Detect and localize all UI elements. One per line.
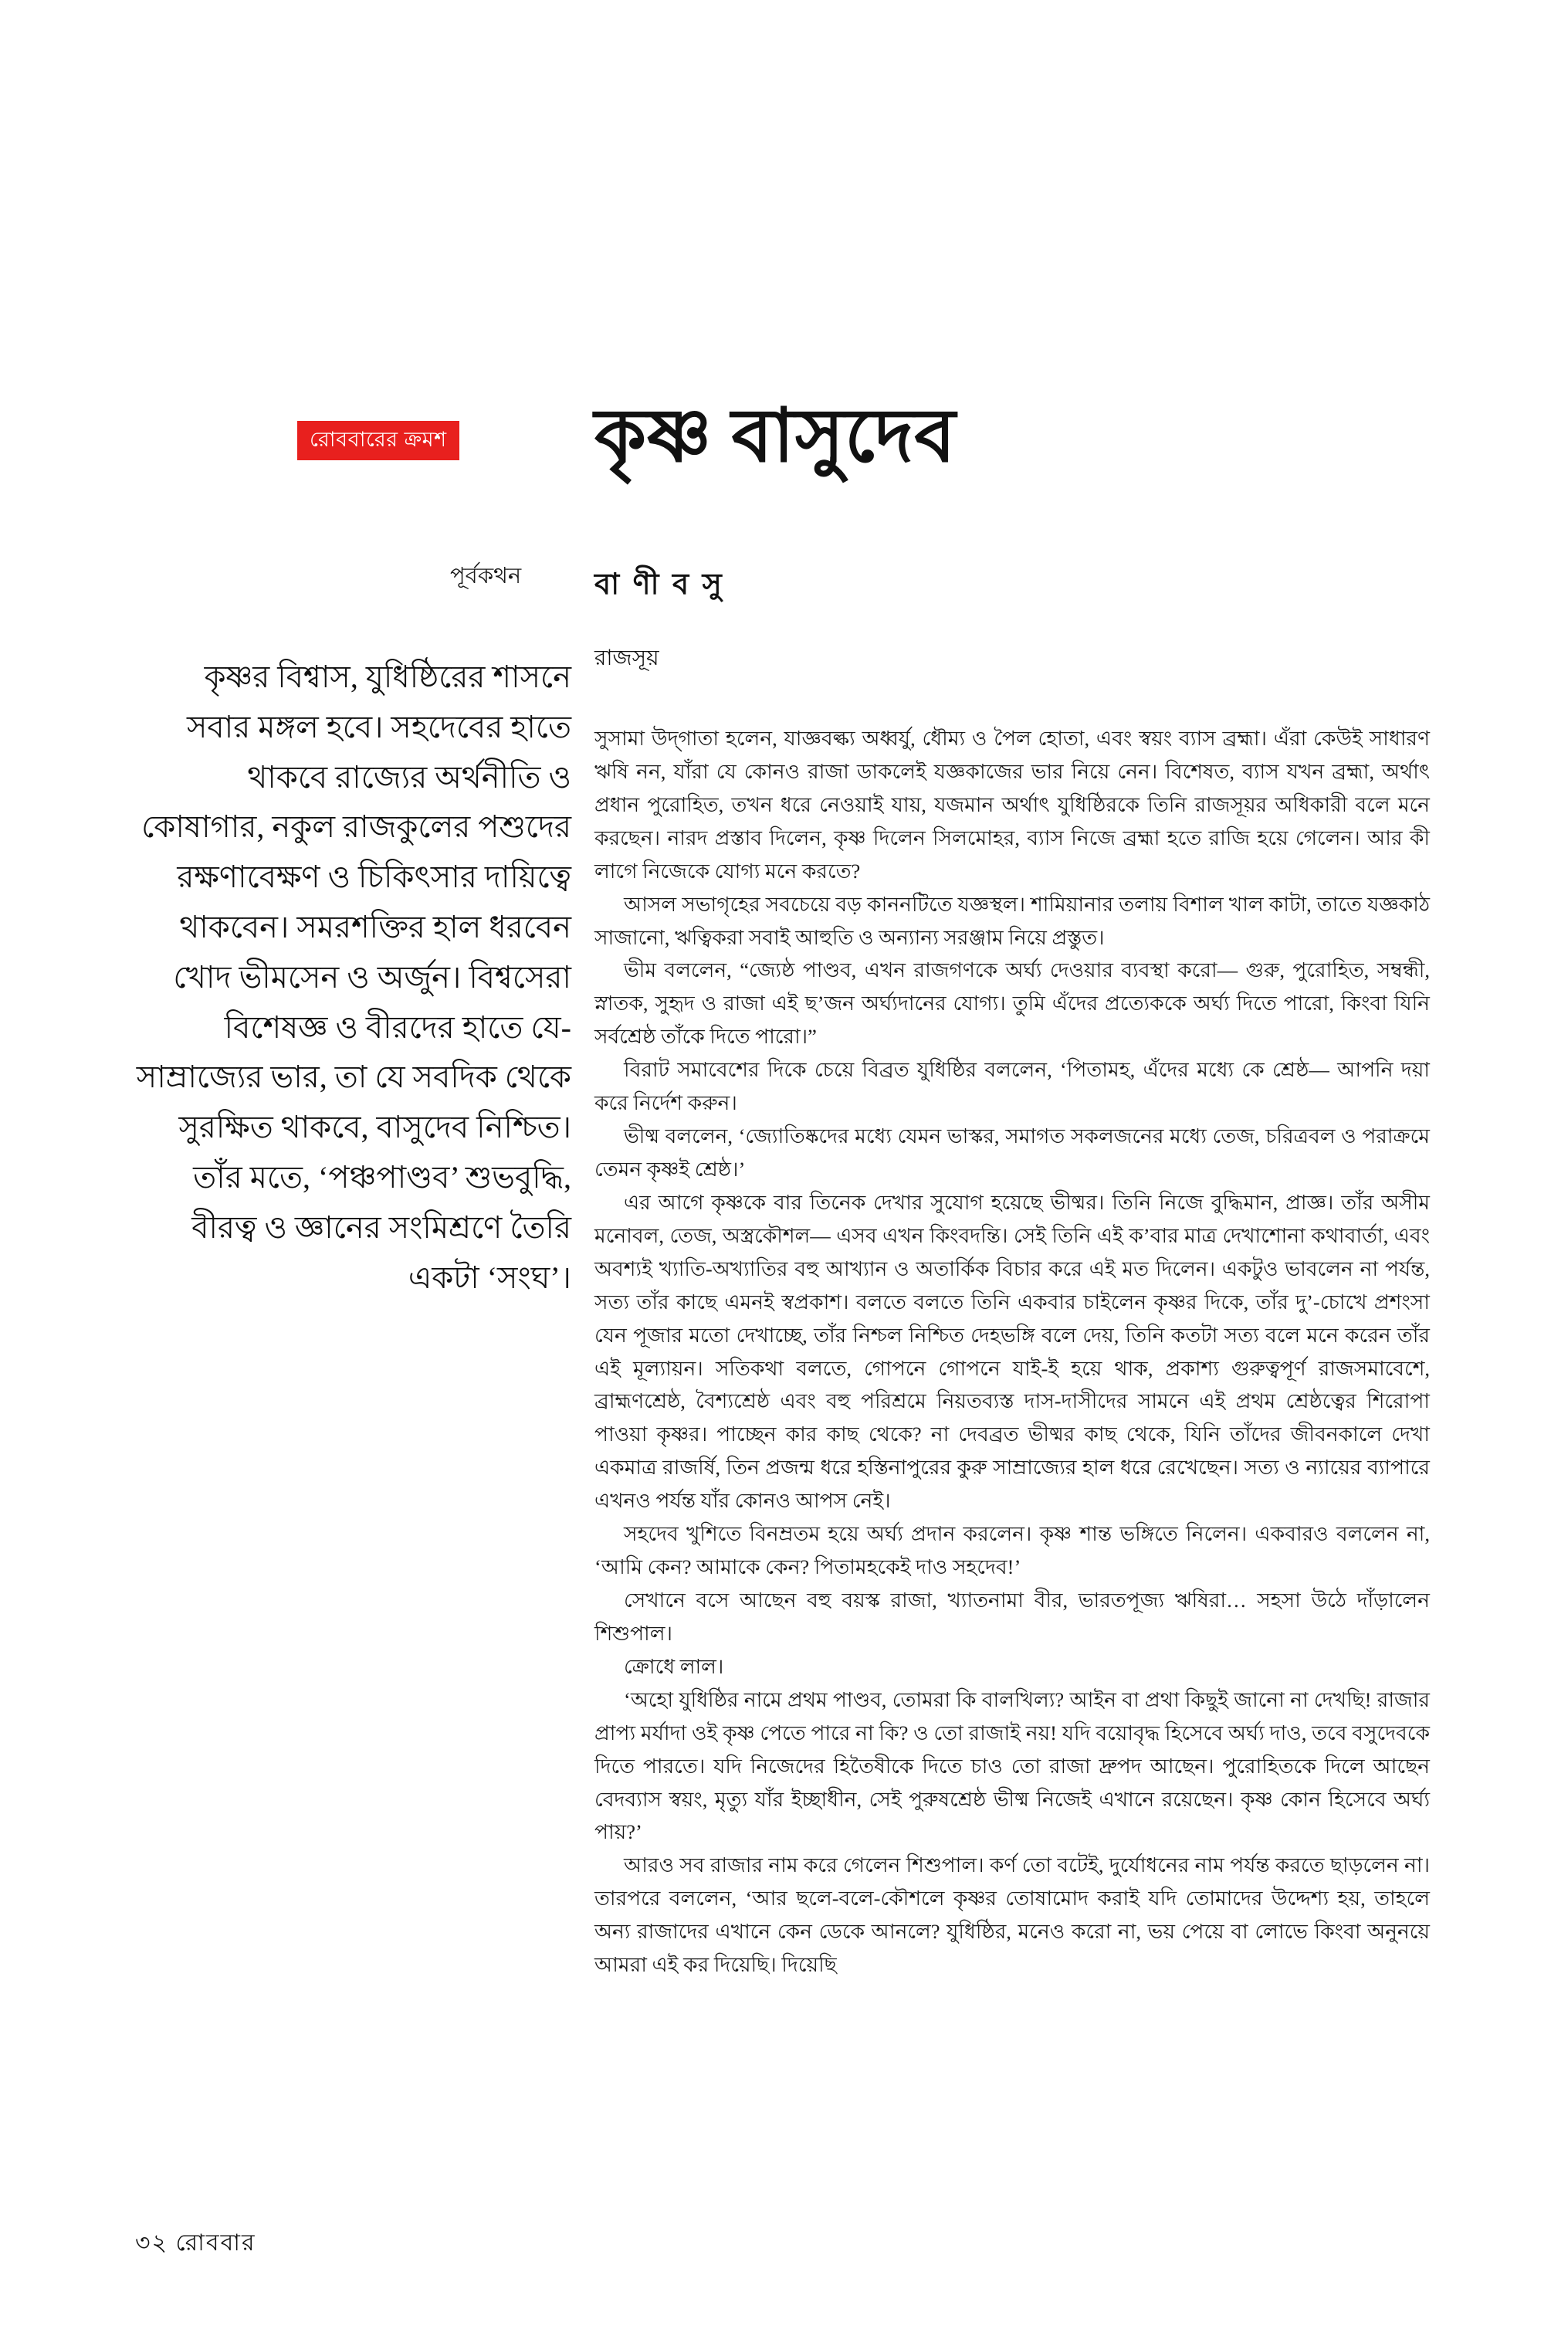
body-paragraph: ভীম বললেন, “জ্যেষ্ঠ পাণ্ডব, এখন রাজগণকে অর্ঘ্য দেওয়ার ব্যবস্থা করো— গুরু, পুরোহিত, সম্বন্ধী, স্নাতক, সুহৃদ ও রাজা এই ছ’জন অর্ঘ্যদানের যোগ্য। তুমি এঁদের প্রত্যেককে অর্ঘ্য দিতে পারো, কিংবা যিনি সর্বশ্রেষ্ঠ তাঁকে দিতে পারো।” [594,958,1430,1049]
author-byline: বা ণী ব সু [594,568,725,601]
body-paragraph: সেখানে বসে আছেন বহু বয়স্ক রাজা, খ্যাতনামা বীর, ভারতপূজ্য ঋষিরা… সহসা উঠে দাঁড়ালেন শিশুপাল। [594,1588,1430,1645]
body-paragraph: সহদেব খুশিতে বিনম্রতম হয়ে অর্ঘ্য প্রদান করলেন। কৃষ্ণ শান্ত ভঙ্গিতে নিলেন। একবারও বললেন না, ‘আমি কেন? আমাকে কেন? পিতামহকেই দাও সহদেব!’ [594,1522,1430,1579]
body-paragraph: বিরাট সমাবেশের দিকে চেয়ে বিব্রত যুধিষ্ঠির বললেন, ‘পিতামহ, এঁদের মধ্যে কে শ্রেষ্ঠ— আপনি দয়া করে নির্দেশ করুন। [594,1058,1430,1115]
section-label: রাজসূয় [594,646,659,670]
body-paragraph: সুসামা উদ্‌গাতা হলেন, যাজ্ঞবল্ক্য অধ্বর্যু, ধৌম্য ও পৈল হোতা, এবং স্বয়ং ব্যাস ব্রহ্মা। এঁরা কেউই সাধারণ ঋষি নন, যাঁরা যে কোনও রাজা ডাকলেই যজ্ঞকাজের ভার নিয়ে নেন। বিশেষত, ব্যাস যখন ব্রহ্মা, অর্থাৎ প্রধান পুরোহিত, তখন ধরে নেওয়াই যায়, যজমান অর্থাৎ যুধিষ্ঠিরকে তিনি রাজসূয়র অধিকারী বলে মনে করছেন। নারদ প্রস্তাব দিলেন, কৃষ্ণ দিলেন সিলমোহর, ব্যাস নিজে ব্রহ্মা হতে রাজি হয়ে গেলেন। আর কী লাগে নিজেকে যোগ্য মনে করতে? [594,727,1431,883]
body-paragraph: এর আগে কৃষ্ণকে বার তিনেক দেখার সুযোগ হয়েছে ভীষ্মর। তিনি নিজে বুদ্ধিমান, প্রাজ্ঞ। তাঁর অসীম মনোবল, তেজ, অস্ত্রকৌশল— এসব এখন কিংবদন্তি। সেই তিনি এই ক’বার মাত্র দেখাশোনা কথাবার্তা, এবং অবশ্যই খ্যাতি-অখ্যাতির বহু আখ্যান ও অতার্কিক বিচার করে এই মত দিলেন। একটুও ভাবলেন না পর্যন্ত, সত্য তাঁর কাছে এমনই স্বপ্রকাশ। বলতে বলতে তিনি একবার চাইলেন কৃষ্ণর দিকে, তাঁর দু’-চোখে প্রশংসা যেন পূজার মতো দেখাচ্ছে, তাঁর নিশ্চল নিশ্চিত দেহভঙ্গি বলে দেয়, তিনি কতটা সত্য বলে মনে করেন তাঁর এই মূল্যায়ন। সতিকথা বলতে, গোপনে গোপনে যাই-ই হয়ে থাক, প্রকাশ্য গুরুত্বপূর্ণ রাজসমাবেশে, ব্রাহ্মণশ্রেষ্ঠ, বৈশ্যশ্রেষ্ঠ এবং বহু পরিশ্রমে নিয়তব্যস্ত দাস-দাসীদের সামনে এই প্রথম শ্রেষ্ঠত্বের শিরোপা পাওয়া কৃষ্ণর। পাচ্ছেন কার কাছ থেকে? না দেবব্রত ভীষ্মর কাছ থেকে, যিনি তাঁদের জীবনকালে দেখা একমাত্র রাজর্ষি, তিন প্রজন্ম ধরে হস্তিনাপুরের কুরু সাম্রাজ্যের হাল ধরে রেখেছেন। সত্য ও ন্যায়ের ব্যাপারে এখনও পর্যন্ত যাঁর কোনও আপস নেই। [594,1190,1430,1513]
page-title: কৃষ্ণ বাসুদেব [594,395,957,477]
body-paragraph: আরও সব রাজার নাম করে গেলেন শিশুপাল। কর্ণ তো বটেই, দুর্যোধনের নাম পর্যন্ত করতে ছাড়লেন না। তারপরে বললেন, ‘আর ছলে-বলে-কৌশলে কৃষ্ণর তোষামোদ করাই যদি তোমাদের উদ্দেশ্য হয়, তাহলে অন্য রাজাদের এখানে কেন ডেকে আনলে? যুধিষ্ঠির, মনেও করো না, ভয় পেয়ে বা লোভে কিংবা অনুনয়ে আমরা এই কর দিয়েছি। দিয়েছি [594,1853,1430,1977]
page-folio: ৩২ রোববার [135,2230,256,2256]
body-text-column [594,722,1430,1982]
body-paragraph: ক্রোধে লাল। [624,1654,724,1678]
body-paragraph: ভীষ্ম বললেন, ‘জ্যোতিষ্কদের মধ্যে যেমন ভাস্কর, সমাগত সকলজনের মধ্যে তেজ, চরিত্রবল ও পরাক্রমে তেমন কৃষ্ণই শ্রেষ্ঠ।’ [594,1124,1430,1181]
pull-quote: কৃষ্ণর বিশ্বাস, যুধিষ্ঠিরের শাসনে সবার মঙ্গল হবে। সহদেবের হাতে থাকবে রাজ্যের অর্থনীতি ও কোষাগার, নকুল রাজকুলের পশুদের রক্ষণাবেক্ষণ ও চিকিৎসার দায়িত্বে থাকবেন। সমরশক্তির হাল ধরবেন খোদ ভীমসেন ও অর্জুন। বিশ্বসেরা বিশেষজ্ঞ ও বীরদের হাতে যে-সাম্রাজ্যের ভার, তা যে সবদিক থেকে সুরক্ষিত থাকবে, বাসুদেব নিশ্চিত। তাঁর মতে, ‘পঞ্চপাণ্ডব’ শুভবুদ্ধি, বীরত্ব ও জ্ঞানের সংমিশ্রণে তৈরি একটা ‘সংঘ’। [136,659,571,1295]
body-paragraph: ‘অহো যুধিষ্ঠির নামে প্রথম পাণ্ডব, তোমরা কি বালখিল্য? আইন বা প্রথা কিছুই জানো না দেখছি! রাজার প্রাপ্য মর্যাদা ওই কৃষ্ণ পেতে পারে না কি? ও তো রাজাই নয়! যদি বয়োবৃদ্ধ হিসেবে অর্ঘ্য দাও, তবে বসুদেবকে দিতে পারতে। যদি নিজেদের হিতৈষীকে দিতে চাও তো রাজা দ্রুপদ আছেন। পুরোহিতকে দিলে আছেন বেদব্যাস স্বয়ং, মৃত্যু যাঁর ইচ্ছাধীন, সেই পুরুষশ্রেষ্ঠ ভীষ্ম নিজেই এখানে রয়েছেন। কৃষ্ণ কোন হিসেবে অর্ঘ্য পায়?’ [594,1687,1430,1844]
serial-badge: রোববারের ক্রমশ [297,421,459,460]
kicker-label: পূর্বকথন [450,564,522,588]
body-paragraph: আসল সভাগৃহের সবচেয়ে বড় কাননটিতে যজ্ঞস্থল। শামিয়ানার তলায় বিশাল খাল কাটা, তাতে যজ্ঞকাঠ সাজানো, ঋত্বিকরা সবাই আহুতি ও অন্যান্য সরঞ্জাম নিয়ে প্রস্তুত। [594,892,1430,949]
